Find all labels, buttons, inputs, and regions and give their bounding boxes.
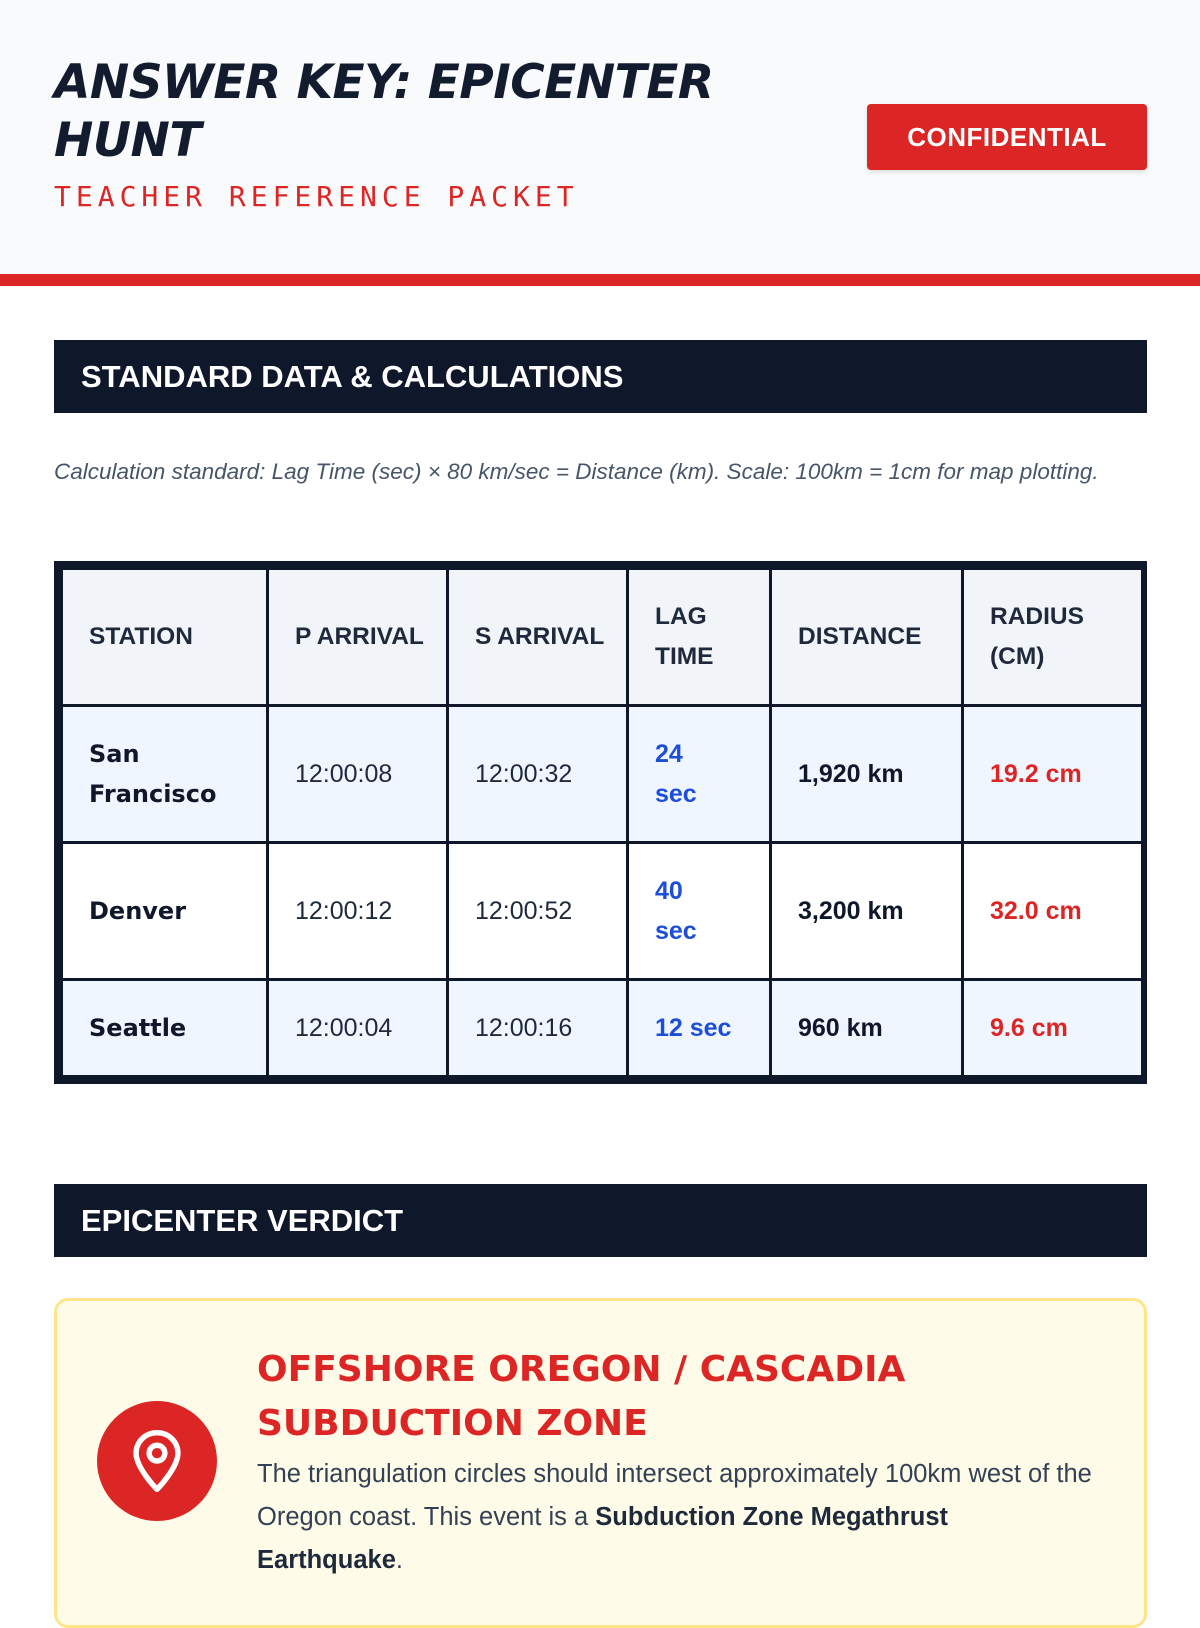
header <box>0 0 1200 286</box>
page-title: ANSWER KEY: EPICENTER HUNT <box>54 55 714 168</box>
verdict-text-start: The triangulation circles should intersect approximately 100km west of the Oregon coast. This event is a <box>257 1460 1092 1531</box>
p-arrival-cell: 12:00:12 <box>268 843 448 980</box>
s-arrival-cell: 12:00:52 <box>448 843 628 980</box>
section-header-data: STANDARD DATA & CALCULATIONS <box>54 340 1147 413</box>
section-header-verdict: EPICENTER VERDICT <box>54 1184 1147 1257</box>
table-row <box>62 706 1143 843</box>
column-header-lag-time: LAG TIME <box>628 569 771 706</box>
column-header-station: STATION <box>62 569 268 706</box>
distance-cell: 960 km <box>771 980 963 1077</box>
p-arrival-cell: 12:00:04 <box>268 980 448 1077</box>
station-cell: San Francisco <box>62 706 268 843</box>
verdict-title: OFFSHORE OREGON / CASCADIA SUBDUCTION ZONE <box>257 1349 906 1444</box>
radius-cell: 32.0 cm <box>963 843 1143 980</box>
column-header-radius: RADIUS (CM) <box>963 569 1143 706</box>
verdict-card <box>54 1298 1147 1628</box>
table-row <box>62 843 1143 980</box>
s-arrival-cell: 12:00:16 <box>448 980 628 1077</box>
calculation-note: Calculation standard: Lag Time (sec) × 80 km/sec = Distance (km). Scale: 100km = 1cm for map plotting. <box>54 459 1099 484</box>
lag-time-cell: 24 sec <box>628 706 771 843</box>
map-pin-icon <box>127 1429 187 1493</box>
distance-cell: 3,200 km <box>771 843 963 980</box>
distance-cell: 1,920 km <box>771 706 963 843</box>
station-cell: Denver <box>62 843 268 980</box>
s-arrival-cell: 12:00:32 <box>448 706 628 843</box>
data-table <box>54 561 1147 1084</box>
map-pin-badge <box>97 1401 217 1521</box>
table-header-row <box>62 569 1143 706</box>
verdict-text-end: . <box>395 1546 403 1574</box>
verdict-text-emphasis: Subduction Zone Megathrust Earthquake <box>257 1503 949 1574</box>
column-header-p-arrival: P ARRIVAL <box>268 569 448 706</box>
station-cell: Seattle <box>62 980 268 1077</box>
page-subtitle: TEACHER REFERENCE PACKET <box>54 180 579 213</box>
lag-time-cell: 40 sec <box>628 843 771 980</box>
column-header-s-arrival: S ARRIVAL <box>448 569 628 706</box>
radius-cell: 9.6 cm <box>963 980 1143 1077</box>
lag-time-cell: 12 sec <box>628 980 771 1077</box>
radius-cell: 19.2 cm <box>963 706 1143 843</box>
table-row <box>62 980 1143 1077</box>
confidential-badge: CONFIDENTIAL <box>867 104 1147 170</box>
column-header-distance: DISTANCE <box>771 569 963 706</box>
verdict-description <box>257 1453 1097 1582</box>
p-arrival-cell: 12:00:08 <box>268 706 448 843</box>
